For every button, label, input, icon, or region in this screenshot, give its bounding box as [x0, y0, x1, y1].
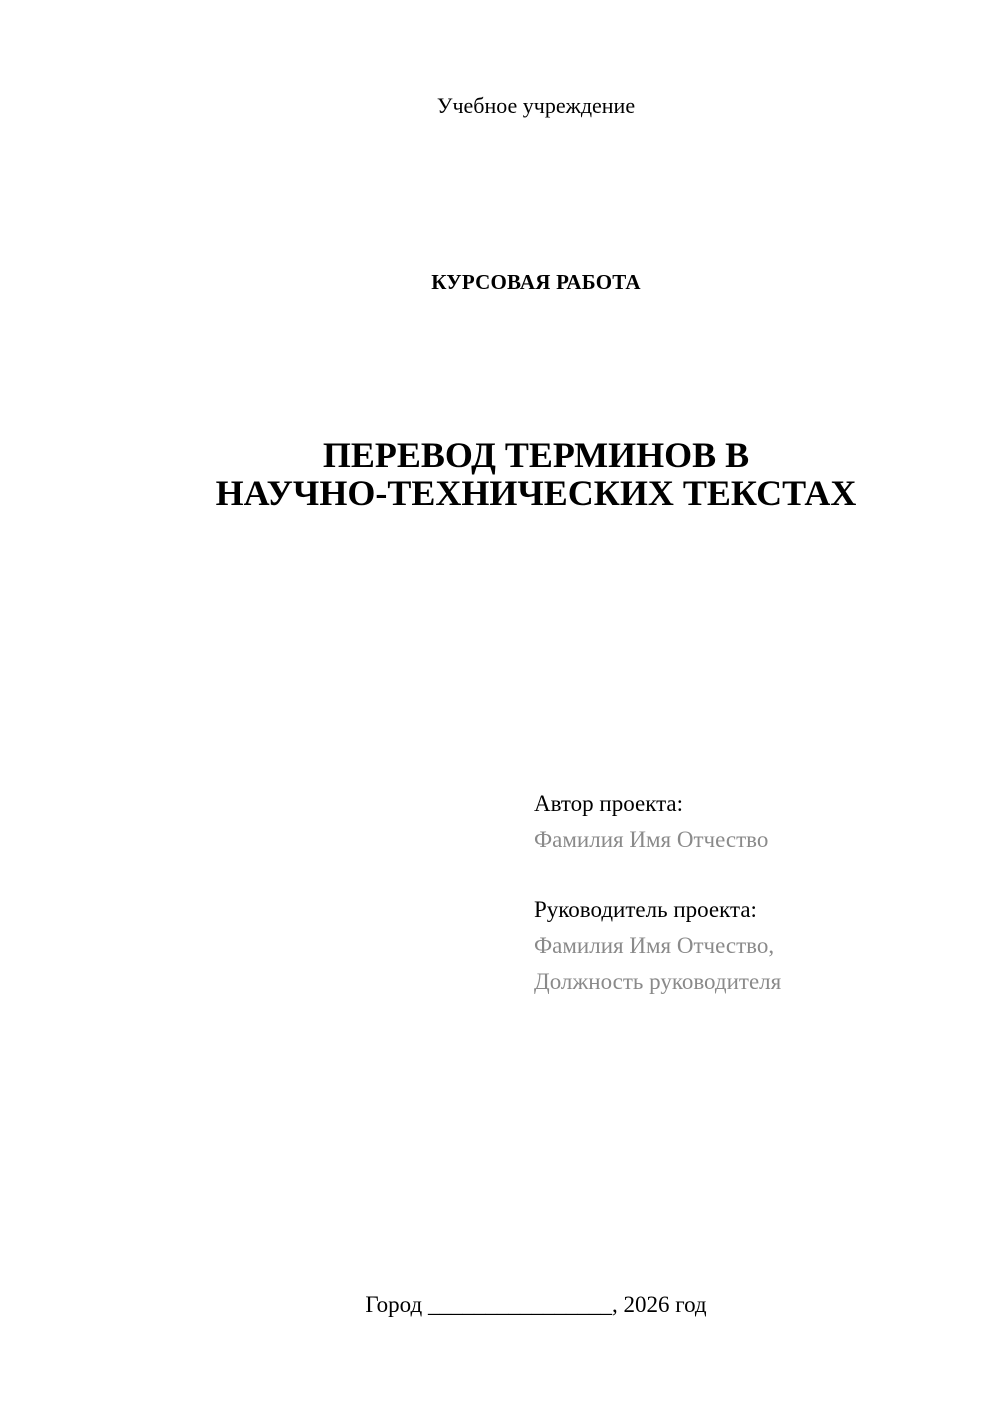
- document-title: [0, 436, 1000, 512]
- title-line-1: ПЕРЕВОД ТЕРМИНОВ В: [322, 435, 750, 475]
- people-block: [534, 786, 974, 1000]
- work-type-heading: КУРСОВАЯ РАБОТА: [431, 270, 641, 294]
- supervisor-label: Руководитель проекта:: [534, 897, 757, 922]
- author-name: Фамилия Имя Отчество: [534, 827, 769, 852]
- institution-name: Учебное учреждение: [436, 93, 636, 118]
- author-label: Автор проекта:: [534, 791, 683, 816]
- supervisor-position: Должность руководителя: [534, 969, 782, 994]
- supervisor-name: Фамилия Имя Отчество,: [534, 933, 775, 958]
- city-year-line: Город ________________, 2026 год: [365, 1292, 707, 1317]
- spacer: [534, 858, 974, 892]
- title-line-2: НАУЧНО-ТЕХНИЧЕСКИХ ТЕКСТАХ: [215, 473, 857, 513]
